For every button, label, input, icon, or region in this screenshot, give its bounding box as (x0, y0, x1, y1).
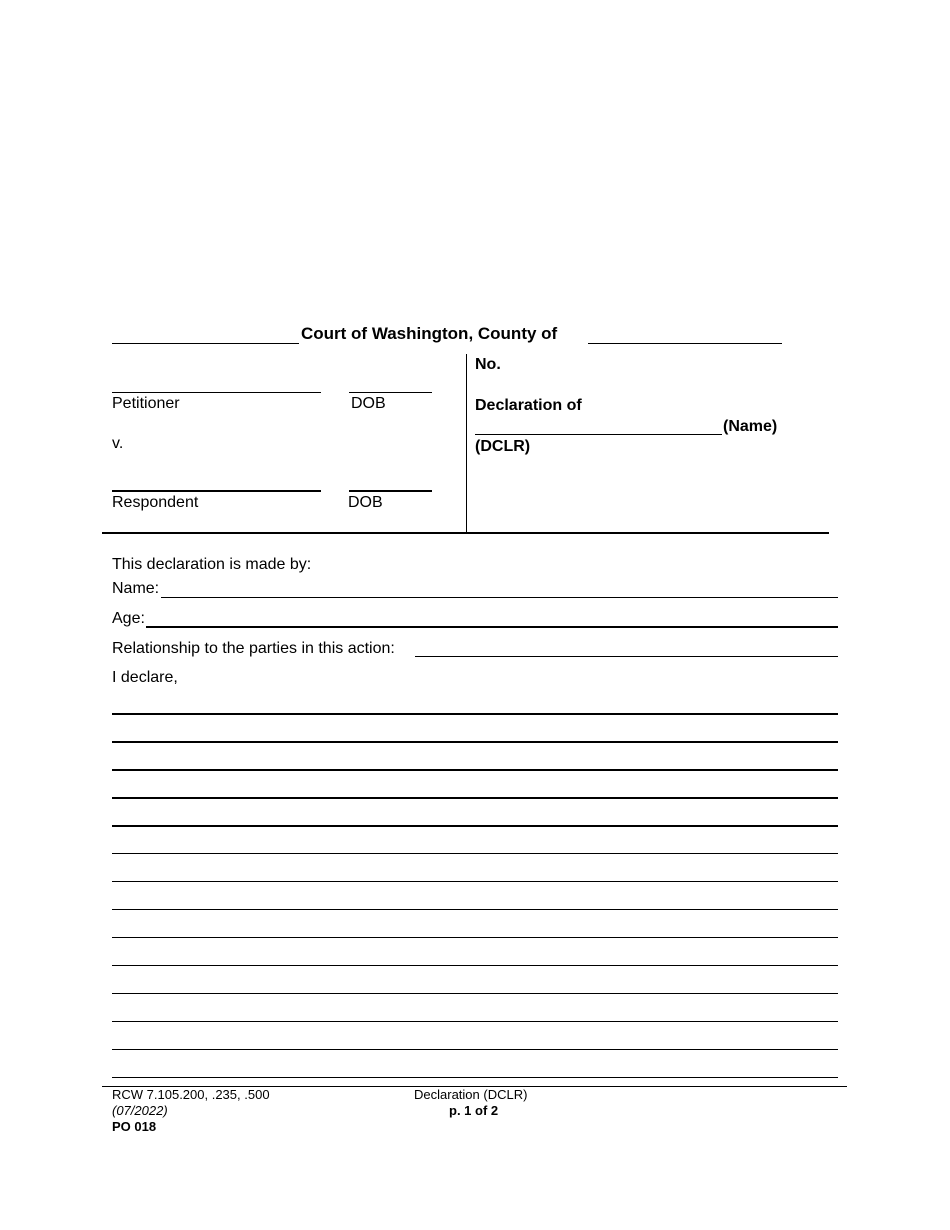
statement-line[interactable] (112, 825, 838, 827)
statement-line[interactable] (112, 937, 838, 938)
versus-label: v. (112, 435, 124, 452)
statement-line[interactable] (112, 713, 838, 715)
declaration-of-label: Declaration of (475, 397, 582, 414)
case-number-label: No. (475, 356, 501, 373)
declarant-name-field[interactable] (475, 434, 722, 435)
footer-page-indicator: p. 1 of 2 (449, 1103, 499, 1118)
relationship-input[interactable] (415, 656, 838, 657)
petitioner-dob-label: DOB (351, 395, 386, 412)
caption-divider (466, 354, 467, 532)
name-suffix-label: (Name) (723, 418, 778, 435)
statement-line[interactable] (112, 909, 838, 910)
respondent-name-field[interactable] (112, 490, 321, 492)
footer-revision-date: (07/2022) (112, 1103, 168, 1118)
caption-bottom-rule (102, 532, 829, 534)
statement-line[interactable] (112, 1049, 838, 1050)
statement-line[interactable] (112, 881, 838, 882)
statement-line[interactable] (112, 797, 838, 799)
footer-form-title: Declaration (DCLR) (414, 1087, 528, 1102)
footer-statute: RCW 7.105.200, .235, .500 (112, 1087, 270, 1102)
statement-line[interactable] (112, 769, 838, 771)
statement-line[interactable] (112, 993, 838, 994)
relationship-label: Relationship to the parties in this action: (112, 640, 395, 657)
declare-label: I declare, (112, 669, 178, 686)
court-name-field[interactable] (112, 343, 299, 344)
made-by-intro: This declaration is made by: (112, 556, 312, 573)
form-code-label: (DCLR) (475, 438, 531, 455)
statement-line[interactable] (112, 1077, 838, 1078)
name-label: Name: (112, 580, 160, 597)
petitioner-label: Petitioner (112, 395, 180, 412)
age-label: Age: (112, 610, 145, 627)
respondent-dob-field[interactable] (349, 490, 432, 492)
court-title: Court of Washington, County of (301, 324, 558, 343)
statement-line[interactable] (112, 1021, 838, 1022)
statement-line[interactable] (112, 965, 838, 966)
age-input[interactable] (146, 626, 838, 628)
county-field[interactable] (588, 343, 782, 344)
footer-form-number: PO 018 (112, 1119, 157, 1134)
petitioner-name-field[interactable] (112, 392, 321, 393)
respondent-label: Respondent (112, 494, 199, 511)
petitioner-dob-field[interactable] (349, 392, 432, 393)
statement-line[interactable] (112, 853, 838, 854)
statement-line[interactable] (112, 741, 838, 743)
declarant-name-input[interactable] (161, 597, 838, 598)
respondent-dob-label: DOB (348, 494, 383, 511)
